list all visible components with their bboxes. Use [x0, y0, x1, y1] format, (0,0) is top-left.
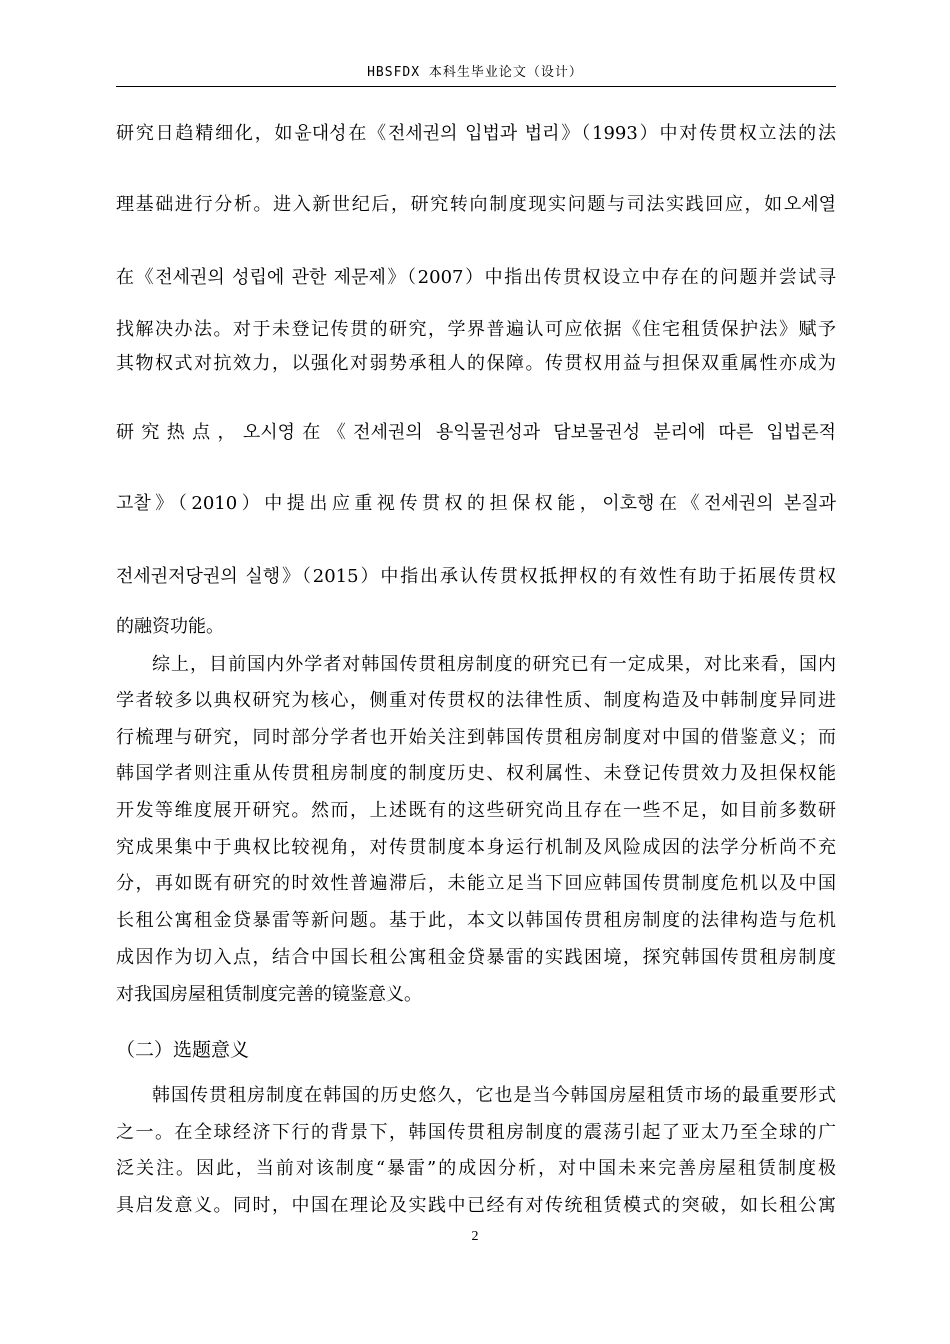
body-text-line: 究成果集中于典权比较视角，对传贯制度本身运行机制及风险成因的法学分析尚不充	[116, 837, 836, 858]
body-text-line: 开发等维度展开研究。然而，上述既有的这些研究尚且存在一些不足，如目前多数研	[116, 800, 836, 821]
body-text-line: 之一。在全球经济下行的背景下，韩国传贯租房制度的震荡引起了亚太乃至全球的广	[116, 1122, 836, 1143]
body-text-line: 长租公寓租金贷暴雷等新问题。基于此，本文以韩国传贯租房制度的法律构造与危机	[116, 910, 836, 931]
body-text-line: 泛关注。因此，当前对该制度“暴雷”的成因分析，对中国未来完善房屋租赁制度极	[116, 1158, 836, 1179]
body-text-line: 在《전세권의 성립에 관한 제문제》（2007）中指出传贯权设立中存在的问题并尝试寻	[116, 267, 836, 288]
body-text-line: 成因作为切入点，结合中国长租公寓租金贷暴雷的实践困境，探究韩国传贯租房制度	[116, 947, 836, 968]
body-text-line: 韩国学者则注重从传贯租房制度的制度历史、权利属性、未登记传贯效力及担保权能	[116, 763, 836, 784]
body-text-line: 综上，目前国内外学者对韩国传贯租房制度的研究已有一定成果，对比来看，国内	[152, 654, 836, 675]
page-header-title: HBSFDX 本科生毕业论文（设计）	[367, 65, 583, 80]
page-number: 2	[471, 1229, 479, 1244]
body-text-line: 韩国传贯租房制度在韩国的历史悠久，它也是当今韩国房屋租赁市场的最重要形式	[152, 1085, 836, 1106]
body-text-line: 的融资功能。	[116, 616, 224, 637]
body-text-line: 研究热点，오시영在《전세권의 용익물권성과 담보물권성 분리에 따른 입법론적	[116, 422, 836, 443]
body-text-line: 找解决办法。对于未登记传贯的研究，学界普遍认可应依据《住宅租赁保护法》赋予	[116, 319, 836, 340]
body-text-line: 研究日趋精细化，如윤대성在《전세권의 입법과 법리》（1993）中对传贯权立法的法	[116, 123, 836, 144]
body-text-line: 전세권저당권의 실행》（2015）中指出承认传贯权抵押权的有效性有助于拓展传贯权	[116, 566, 836, 587]
body-text-line: 具启发意义。同时，中国在理论及实践中已经有对传统租赁模式的突破，如长租公寓	[116, 1195, 836, 1216]
body-text-line: 对我国房屋租赁制度完善的镜鉴意义。	[116, 984, 422, 1005]
body-text-line: 其物权式对抗效力，以强化对弱势承租人的保障。传贯权用益与担保双重属性亦成为	[116, 353, 836, 374]
body-text-line: 学者较多以典权研究为核心，侧重对传贯权的法律性质、制度构造及中韩制度异同进	[116, 690, 836, 711]
section-heading: （二）选题意义	[116, 1039, 250, 1061]
body-text-line: 고찰》（2010）中提出应重视传贯权的担保权能，이호행在《전세권의 본질과	[116, 493, 836, 514]
header-divider	[116, 86, 836, 87]
body-text-line: 行梳理与研究，同时部分学者也开始关注到韩国传贯租房制度对中国的借鉴意义；而	[116, 727, 836, 748]
body-text-line: 理基础进行分析。进入新世纪后，研究转向制度现实问题与司法实践回应，如오세열	[116, 194, 836, 215]
body-text-line: 分，再如既有研究的时效性普遍滞后，未能立足当下回应韩国传贯制度危机以及中国	[116, 873, 836, 894]
